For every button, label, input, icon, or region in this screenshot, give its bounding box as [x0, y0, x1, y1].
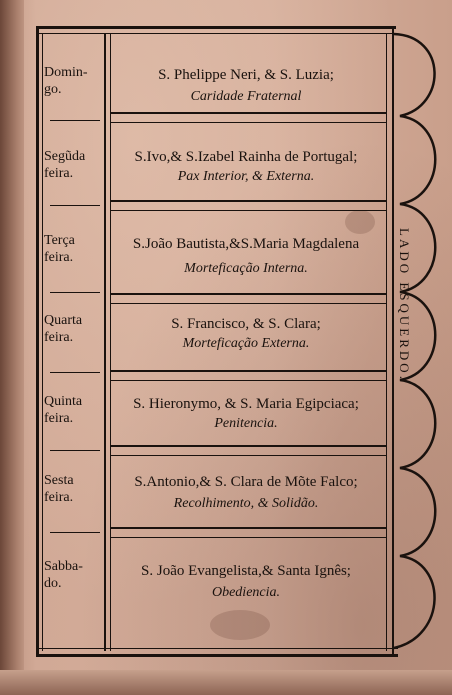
day-label: Quinta feira. [44, 394, 83, 426]
row-separator [110, 537, 386, 538]
row-separator [110, 380, 386, 381]
virtue-line: Morteficação Interna. [184, 261, 308, 276]
day-separator [50, 372, 100, 373]
saints-line: S.João Bautista,&S.Maria Magdalena [132, 236, 360, 252]
saints-line: S. Phelippe Neri, & S. Luzia; [158, 67, 334, 83]
saints-line: S.Antonio,& S. Clara de Mõte Falco; [134, 474, 358, 490]
row-separator [110, 112, 386, 114]
virtue-line: Penitencia. [214, 416, 278, 431]
day-separator [50, 292, 100, 293]
right-margin-label: LADO ESQUERDO. [397, 228, 412, 382]
day-label: Quarta feira. [44, 313, 83, 345]
frame-left-rule [36, 26, 39, 656]
day-label: Domin- go. [44, 65, 88, 97]
row-separator [110, 122, 386, 123]
saints-line: S. João Evangelista,& Santa Ignês; [141, 563, 351, 579]
day-separator [50, 532, 100, 533]
row-separator [110, 293, 386, 295]
frame-top-rule-thin [36, 33, 396, 34]
frame-bottom-rule-thin [36, 648, 398, 649]
saints-line: S.Ivo,& S.Izabel Rainha de Portugal; [134, 149, 358, 165]
virtue-line: Pax Interior, & Externa. [177, 169, 315, 184]
saints-line: S. Hieronymo, & S. Maria Egipciaca; [133, 396, 359, 412]
paper-stain [345, 210, 375, 234]
row-separator [110, 200, 386, 202]
day-column-rule [104, 33, 106, 651]
frame-right-rule-thin [386, 33, 387, 651]
frame-top-rule [36, 26, 396, 29]
day-label: Sesta feira. [44, 473, 74, 505]
facing-page-edge [0, 0, 24, 695]
frame-left-rule-thin [42, 33, 43, 651]
saints-line: S. Francisco, & S. Clara; [171, 316, 321, 332]
day-label: Segũda feira. [44, 149, 86, 181]
virtue-line: Morteficação Externa. [182, 336, 310, 351]
day-separator [50, 120, 100, 121]
row-separator [110, 445, 386, 447]
virtue-line: Obediencia. [211, 585, 281, 600]
page-bottom-edge [0, 670, 452, 695]
day-label: Terça feira. [44, 233, 75, 265]
frame-bottom-rule [36, 654, 398, 657]
row-separator [110, 210, 386, 211]
day-separator [50, 205, 100, 206]
day-separator [50, 450, 100, 451]
day-label: Sabba- do. [44, 559, 83, 591]
paper-stain [210, 610, 270, 640]
virtue-line: Recolhimento, & Solidão. [173, 496, 319, 511]
row-separator [110, 527, 386, 529]
virtue-line: Caridade Fraternal [190, 89, 302, 104]
row-separator [110, 455, 386, 456]
row-separator [110, 370, 386, 372]
row-separator [110, 303, 386, 304]
